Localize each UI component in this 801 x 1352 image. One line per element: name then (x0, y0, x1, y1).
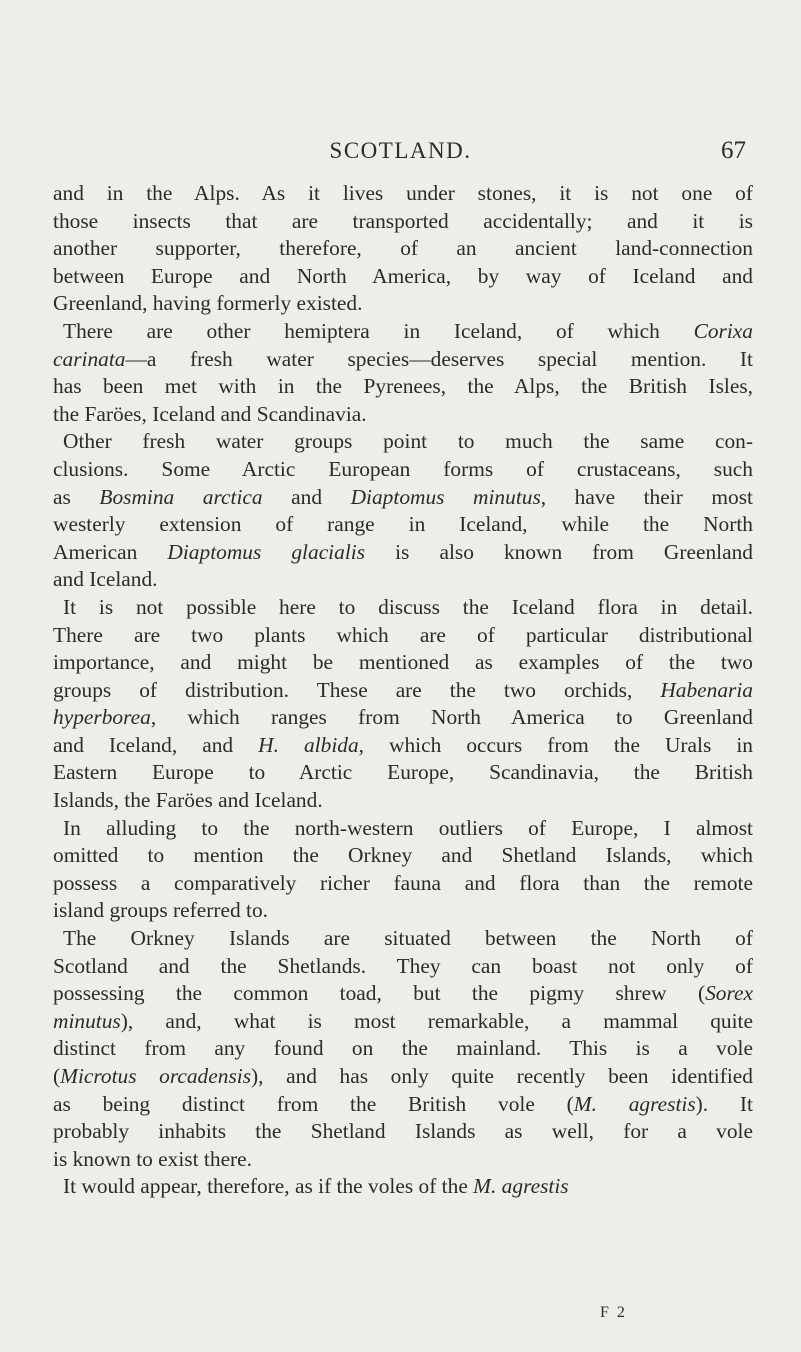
text-line: the Faröes, Iceland and Scandinavia. (53, 401, 367, 426)
text-line: between Europe and North America, by way of Iceland and (53, 263, 753, 288)
text-line: and Iceland. (53, 567, 158, 592)
text-line: hyperborea, which ranges from North America to Greenland (53, 705, 753, 730)
text-line: as being distinct from the British vole (M. agrestis). It (53, 1091, 753, 1116)
text-line: westerly extension of range in Iceland, while the North (53, 512, 753, 537)
text-line: minutus), and, what is most remarkable, a mammal quite (53, 1008, 753, 1033)
text-line: probably inhabits the Shetland Islands as well, for a vole (53, 1119, 753, 1144)
text-line: Islands, the Faröes and Iceland. (53, 788, 323, 813)
text-line: (Microtus orcadensis), and has only quite recently been identified (53, 1064, 753, 1088)
text-line: American Diaptomus glacialis is also known from Greenland (53, 539, 753, 564)
text-line: has been met with in the Pyrenees, the Alps, the British Isles, (53, 374, 753, 399)
text-line: carinata—a fresh water species—deserves special mention. It (53, 346, 753, 371)
text-line: Eastern Europe to Arctic Europe, Scandinavia, the British (53, 760, 753, 785)
text-line: It would appear, therefore, as if the voles of the M. agrestis (63, 1174, 569, 1199)
text-line: Other fresh water groups point to much the same con- (63, 429, 753, 454)
text-line: The Orkney Islands are situated between the North of (63, 926, 753, 951)
text-line: another supporter, therefore, of an ancient land-connection (53, 236, 753, 261)
text-line: Scotland and the Shetlands. They can boast not only of (53, 953, 753, 978)
text-line: is known to exist there. (53, 1146, 253, 1171)
page-number: 67 (721, 137, 746, 164)
text-line: It is not possible here to discuss the Iceland flora in detail. (63, 594, 753, 619)
text-line: In alluding to the north-western outliers of Europe, I almost (63, 815, 753, 840)
text-line: as Bosmina arctica and Diaptomus minutus, have their most (53, 484, 753, 509)
text-line: possess a comparatively richer fauna and flora than the remote (53, 870, 753, 895)
text-line: importance, and might be mentioned as examples of the two (53, 650, 753, 675)
text-line: island groups referred to. (53, 898, 269, 923)
text-line: those insects that are transported accidentally; and it is (53, 208, 753, 233)
text-line: and in the Alps. As it lives under stones, it is not one of (53, 181, 753, 205)
body-text (53, 180, 753, 1201)
text-line: groups of distribution. These are the two orchids, Habenaria (53, 677, 753, 702)
text-line: possessing the common toad, but the pigmy shrew (Sorex (53, 981, 753, 1006)
running-head (0, 136, 801, 168)
running-title: SCOTLAND. (329, 138, 472, 163)
text-line: There are two plants which are of particular distributional (53, 622, 753, 647)
text-line: Greenland, having formerly existed. (53, 291, 363, 316)
text-line: There are other hemiptera in Iceland, of which Corixa (63, 318, 753, 343)
text-line: and Iceland, and H. albida, which occurs from the Urals in (53, 732, 753, 757)
signature-mark: F 2 (600, 1304, 627, 1321)
text-line: clusions. Some Arctic European forms of crustaceans, such (53, 456, 753, 481)
text-line: distinct from any found on the mainland. This is a vole (53, 1036, 753, 1061)
text-line: omitted to mention the Orkney and Shetland Islands, which (53, 843, 753, 868)
